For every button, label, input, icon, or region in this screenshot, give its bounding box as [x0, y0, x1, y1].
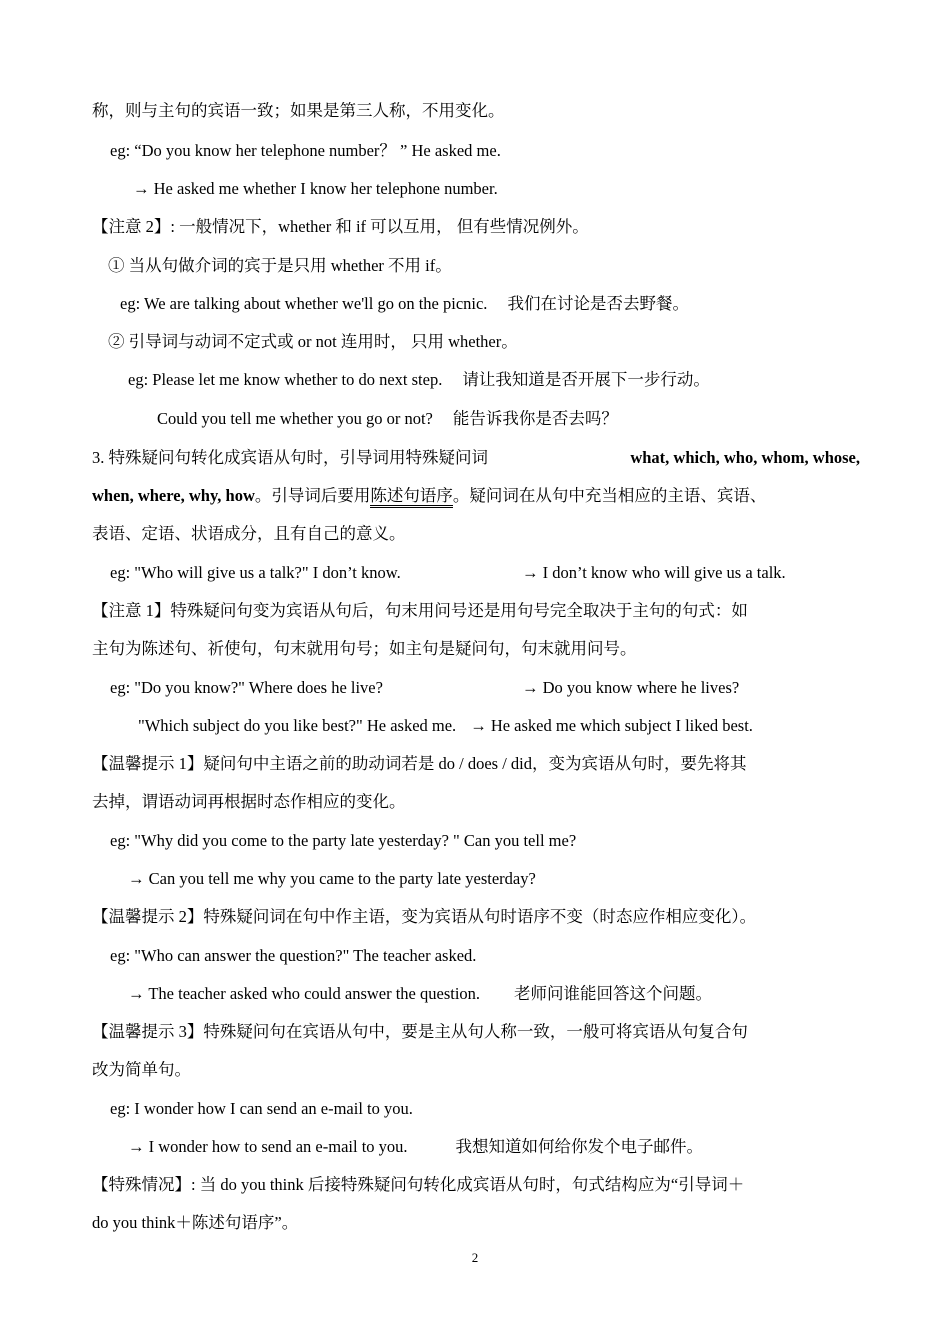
- example-result: [522, 562, 786, 584]
- example-line: [110, 677, 383, 699]
- example-line: [110, 562, 401, 584]
- example-result-line: [128, 868, 536, 890]
- translation: 能告诉我你是否去吗？: [452, 409, 618, 428]
- example-line: [138, 715, 753, 737]
- tip-3-heading: [92, 1021, 748, 1043]
- text: 【特殊情况】: 当 do you think 后接特殊疑问句转化成宾语从句时，句式结构应为“引导词＋: [92, 1175, 745, 1194]
- note-1-heading: [92, 600, 748, 622]
- text-line: [92, 791, 406, 813]
- text: eg: We are talking about whether we'll go on the picnic.: [120, 294, 488, 313]
- section-3-line-2: [92, 485, 766, 507]
- page-number: 2: [471, 1250, 479, 1265]
- text-line: [92, 1212, 298, 1234]
- text: ② 引导词与动词不定式或 or not 连用时， 只用 whether。: [108, 332, 518, 351]
- question-words: what, which, who, whom, whose,: [630, 448, 860, 467]
- text: → The teacher asked who could answer the question.: [128, 984, 481, 1003]
- text: 【温馨提示 1】疑问句中主语之前的助动词若是 do / does / did，变为宾语从句时，要先将其: [92, 754, 747, 773]
- text: 【注意 1】特殊疑问句变为宾语从句后，句末用问号还是用句号完全取决于主句的句式：如: [92, 601, 748, 620]
- text: eg: "Who will give us a talk?" I don’t know.: [110, 563, 401, 582]
- text: 表语、定语、状语成分，且有自己的意义。: [92, 524, 406, 543]
- text: 去掉，谓语动词再根据时态作相应的变化。: [92, 792, 406, 811]
- example-line: [110, 140, 501, 162]
- text: → Do you know where he lives?: [522, 678, 740, 697]
- rule-2-line: [108, 331, 518, 353]
- example-line: [110, 1098, 413, 1120]
- text: 【注意 2】: 一般情况下，whether 和 if 可以互用， 但有些情况例外。: [92, 217, 589, 236]
- text-line: [92, 100, 505, 122]
- example-line: [157, 408, 618, 430]
- question-words: when, where, why, how: [92, 486, 255, 505]
- tip-2-heading: [92, 906, 756, 928]
- text: 改为简单句。: [92, 1060, 191, 1079]
- example-line: [128, 369, 710, 391]
- example-line: [110, 830, 576, 852]
- text: 。疑问词在从句中充当相应的主语、宾语、: [452, 486, 767, 505]
- text: Could you tell me whether you go or not?: [157, 409, 433, 428]
- text: eg: "Who can answer the question?" The teacher asked.: [110, 946, 477, 965]
- text: 3. 特殊疑问句转化成宾语从句时，引导词用特殊疑问词: [92, 448, 488, 467]
- text: eg: "Why did you come to the party late yesterday? " Can you tell me?: [110, 831, 577, 850]
- example-result-line: [128, 1136, 703, 1158]
- translation: 我们在讨论是否去野餐。: [507, 294, 689, 313]
- text: eg: I wonder how I can send an e-mail to you.: [110, 1099, 413, 1118]
- example-line: [110, 945, 476, 967]
- text: → I don’t know who will give us a talk.: [522, 563, 786, 582]
- text: eg: “Do you know her telephone number？ ” He asked me.: [110, 141, 501, 160]
- text: ① 当从句做介词的宾于是只用 whether 不用 if。: [108, 256, 452, 275]
- rule-1-line: [108, 255, 452, 277]
- text: eg: "Do you know?" Where does he live?: [110, 678, 383, 697]
- text: → He asked me whether I know her telephone number.: [133, 179, 498, 198]
- example-result: [522, 677, 739, 699]
- text: do you think＋陈述句语序”。: [92, 1213, 299, 1232]
- text: eg: Please let me know whether to do next step.: [128, 370, 443, 389]
- tip-1-heading: [92, 753, 747, 775]
- special-case-heading: [92, 1174, 744, 1196]
- text: → Can you tell me why you came to the party late yesterday?: [128, 869, 536, 888]
- translation: 我想知道如何给你发个电子邮件。: [455, 1137, 704, 1156]
- example-result-line: [128, 983, 712, 1005]
- note-2-heading: [92, 216, 589, 238]
- text: 称，则与主句的宾语一致；如果是第三人称，不用变化。: [92, 101, 505, 120]
- example-result: → He asked me which subject I liked best.: [470, 716, 753, 735]
- underlined-term: 陈述句语序: [370, 486, 453, 508]
- section-3-line: [92, 447, 860, 469]
- text: → I wonder how to send an e-mail to you.: [128, 1137, 408, 1156]
- text: 【温馨提示 3】特殊疑问句在宾语从句中，要是主从句人称一致，一般可将宾语从句复合句: [92, 1022, 748, 1041]
- text-line: [92, 1059, 191, 1081]
- text: 。引导词后要用: [254, 486, 371, 505]
- text: 【温馨提示 2】特殊疑问词在句中作主语，变为宾语从句时语序不变（时态应作相应变化）。: [92, 907, 757, 926]
- text: "Which subject do you like best?" He asked me.: [138, 716, 457, 735]
- example-result-line: [133, 178, 498, 200]
- text: 主句为陈述句、祈使句，句末就用句号；如主句是疑问句，句末就用问号。: [92, 639, 637, 658]
- text-line: [92, 638, 637, 660]
- text-line: [92, 523, 406, 545]
- example-line: [120, 293, 689, 315]
- translation: 请让我知道是否开展下一步行动。: [462, 370, 710, 389]
- translation: 老师问谁能回答这个问题。: [514, 984, 713, 1003]
